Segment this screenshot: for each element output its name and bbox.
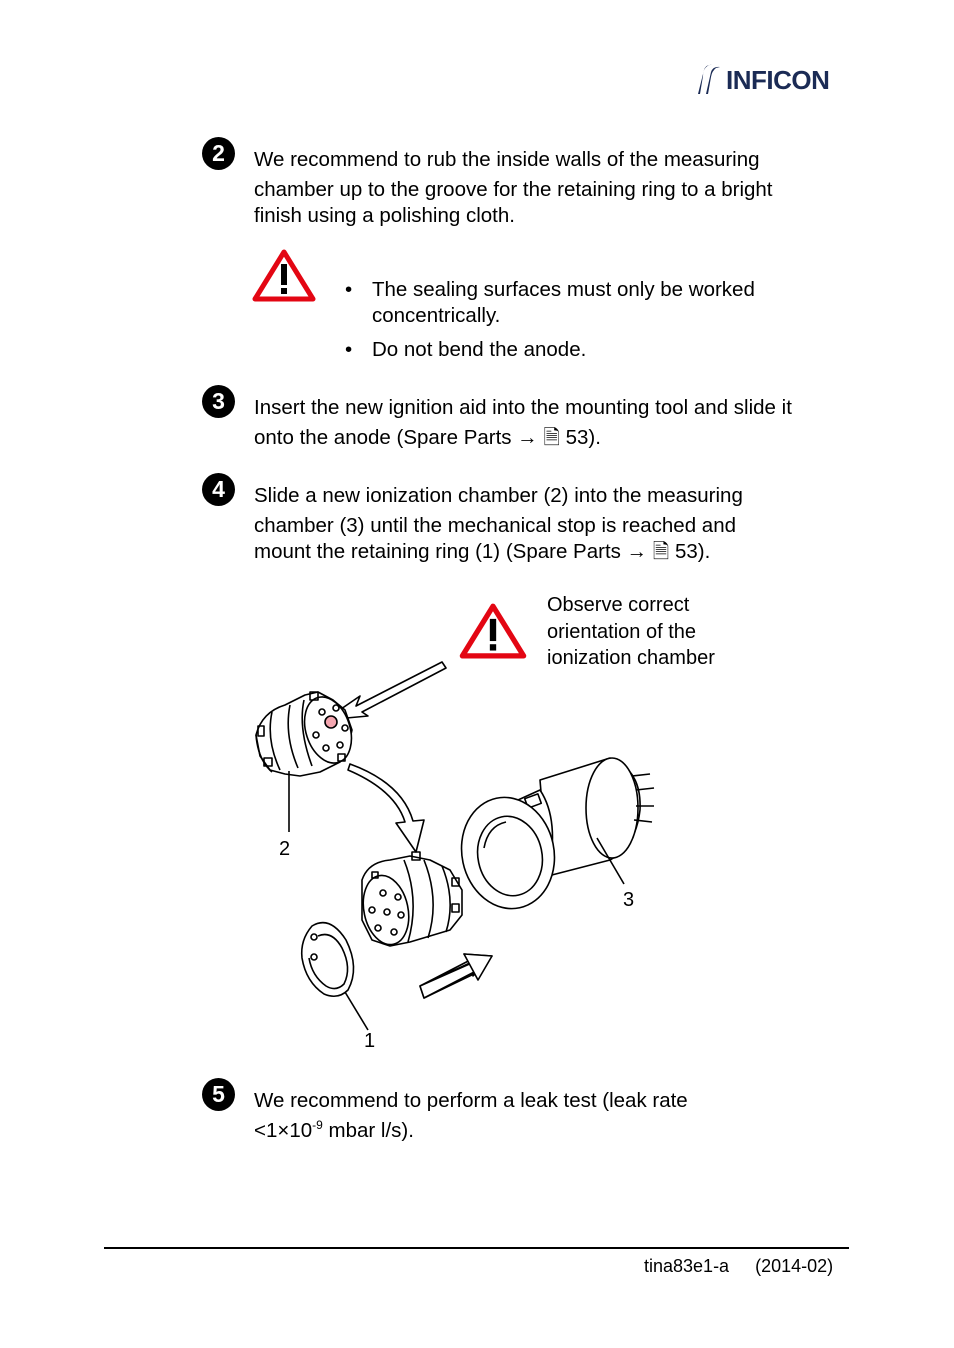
step-2-text <box>254 146 854 230</box>
step-number-4: 4 <box>202 473 235 506</box>
callout-1: 1 <box>364 1030 376 1052</box>
step-3-text <box>254 394 854 452</box>
callout-2: 2 <box>279 838 291 860</box>
retaining-ring <box>302 923 354 997</box>
step-5-line: We recommend to perform a leak test (leak rate <box>254 1089 688 1112</box>
ionization-chamber-upper <box>256 691 359 776</box>
doc-id: tina83e1-a <box>644 1256 730 1276</box>
leak-rate-suffix: mbar l/s). <box>322 1119 414 1142</box>
warning-bullet: • Do not bend the anode. <box>345 337 815 363</box>
callout-3: 3 <box>623 889 635 911</box>
doc-date: (2014-02) <box>755 1256 834 1276</box>
step-2-line: We recommend to rub the inside walls of the measuring <box>254 148 760 171</box>
warning-triangle-icon <box>252 248 316 302</box>
logo-text: INFICON <box>726 65 830 95</box>
assembly-illustration <box>240 655 680 1055</box>
warning-triangle-icon <box>459 602 527 659</box>
step-4-text <box>254 482 854 566</box>
step-number-3: 3 <box>202 385 235 418</box>
ionization-chamber-lower <box>357 852 462 949</box>
footer-rule <box>104 1247 849 1249</box>
warning-bullet-list <box>345 277 815 371</box>
step-2-line: finish using a polishing cloth. <box>254 204 515 227</box>
step-number-5: 5 <box>202 1078 235 1111</box>
note-line: Observe correct <box>547 594 690 616</box>
step-3-line: Insert the new ignition aid into the mounting tool and slide it <box>254 396 792 419</box>
curved-arrow-icon <box>348 764 424 852</box>
inficon-logo <box>694 62 846 96</box>
note-line: orientation of the <box>547 620 696 643</box>
step-4-line: chamber (3) until the mechanical stop is reached and <box>254 514 737 537</box>
footer <box>644 1256 833 1277</box>
inficon-logo-icon <box>694 62 724 96</box>
step-4-line: Slide a new ionization chamber (2) into the measuring <box>254 484 743 507</box>
step-4-line: mount the retaining ring (1) (Spare Parts → 🗎 53). <box>254 540 711 563</box>
warning-bullet: • The sealing surfaces must only be worked concentrically. <box>345 277 815 329</box>
step-3-line: onto the anode (Spare Parts → 🗎 53). <box>254 426 601 449</box>
note-line: ionization chamber <box>547 647 715 669</box>
leak-rate-prefix: <1×10 <box>254 1119 313 1142</box>
step-5-line <box>254 1117 854 1145</box>
leak-rate-exponent: -9 <box>312 1118 323 1133</box>
step-5-text <box>254 1087 854 1145</box>
step-number-2: 2 <box>202 137 235 170</box>
step-2-line: chamber up to the groove for the retaining ring to a bright <box>254 178 773 201</box>
